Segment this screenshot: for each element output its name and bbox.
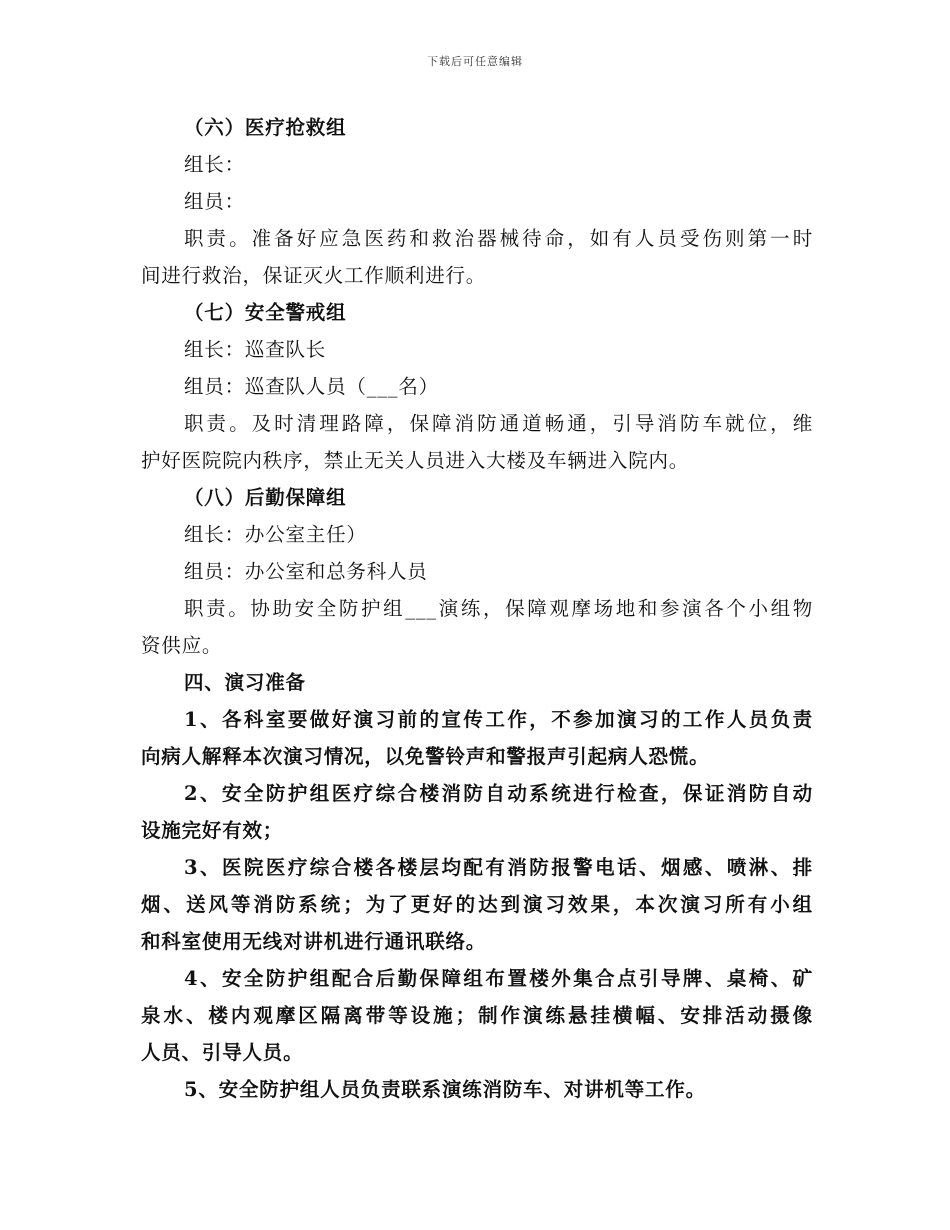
section-members: 组员：巡查队人员（___名） [184, 375, 439, 398]
prep-item-line: 5、安全防护组人员负责联系演练消防车、对讲机等工作。 [184, 1078, 706, 1101]
page-header-note: 下载后可任意编辑 [427, 55, 523, 68]
prep-item-line: 向病人解释本次演习情况，以免警铃声和警报声引起病人恐慌。 [141, 745, 710, 768]
section-leader: 组长：办公室主任） [184, 523, 367, 546]
prep-item-line: 烟、送风等消防系统；为了更好的达到演习效果，本次演习所有小组 [141, 893, 813, 916]
prep-item-line: 人员、引导人员。 [141, 1041, 304, 1064]
prep-item-line: 4、安全防护组配合后勤保障组布置楼外集合点引导牌、桌椅、矿 [184, 967, 813, 990]
section-duty-line: 护好医院院内秩序，禁止无关人员进入大楼及车辆进入院内。 [141, 449, 690, 472]
prep-item-line: 2、安全防护组医疗综合楼消防自动系统进行检查，保证消防自动 [184, 782, 813, 805]
section-leader: 组长： [184, 153, 245, 176]
prep-item-line: 和科室使用无线对讲机进行通讯联络。 [141, 930, 487, 953]
section-duty-line: 资供应。 [141, 634, 223, 657]
document-body [141, 109, 813, 1108]
section-duty-line: 间进行救治，保证灭火工作顺利进行。 [141, 264, 487, 287]
section-duty-line: 职责。准备好应急医药和救治器械待命，如有人员受伤则第一时 [184, 227, 813, 250]
section-title-security-guard: （七）安全警戒组 [184, 301, 347, 324]
prep-item-line: 1、各科室要做好演习前的宣传工作，不参加演习的工作人员负责 [184, 708, 813, 731]
prep-item-line: 泉水、楼内观摩区隔离带等设施；制作演练悬挂横幅、安排活动摄像 [141, 1004, 813, 1027]
section-members: 组员：办公室和总务科人员 [184, 560, 428, 583]
section-duty-line: 职责。及时清理路障，保障消防通道畅通，引导消防车就位，维 [184, 412, 813, 435]
section-duty-line: 职责。协助安全防护组___演练，保障观摩场地和参演各个小组物 [184, 597, 813, 620]
section-leader: 组长：巡查队长 [184, 338, 327, 361]
section-title-logistics: （八）后勤保障组 [184, 486, 347, 509]
section-title-medical-rescue: （六）医疗抢救组 [184, 116, 347, 139]
prep-item-line: 3、医院医疗综合楼各楼层均配有消防报警电话、烟感、喷淋、排 [184, 856, 813, 879]
section-members: 组员： [184, 190, 245, 213]
prep-item-line: 设施完好有效； [141, 819, 284, 842]
part-title-drill-preparation: 四、演习准备 [184, 671, 306, 694]
